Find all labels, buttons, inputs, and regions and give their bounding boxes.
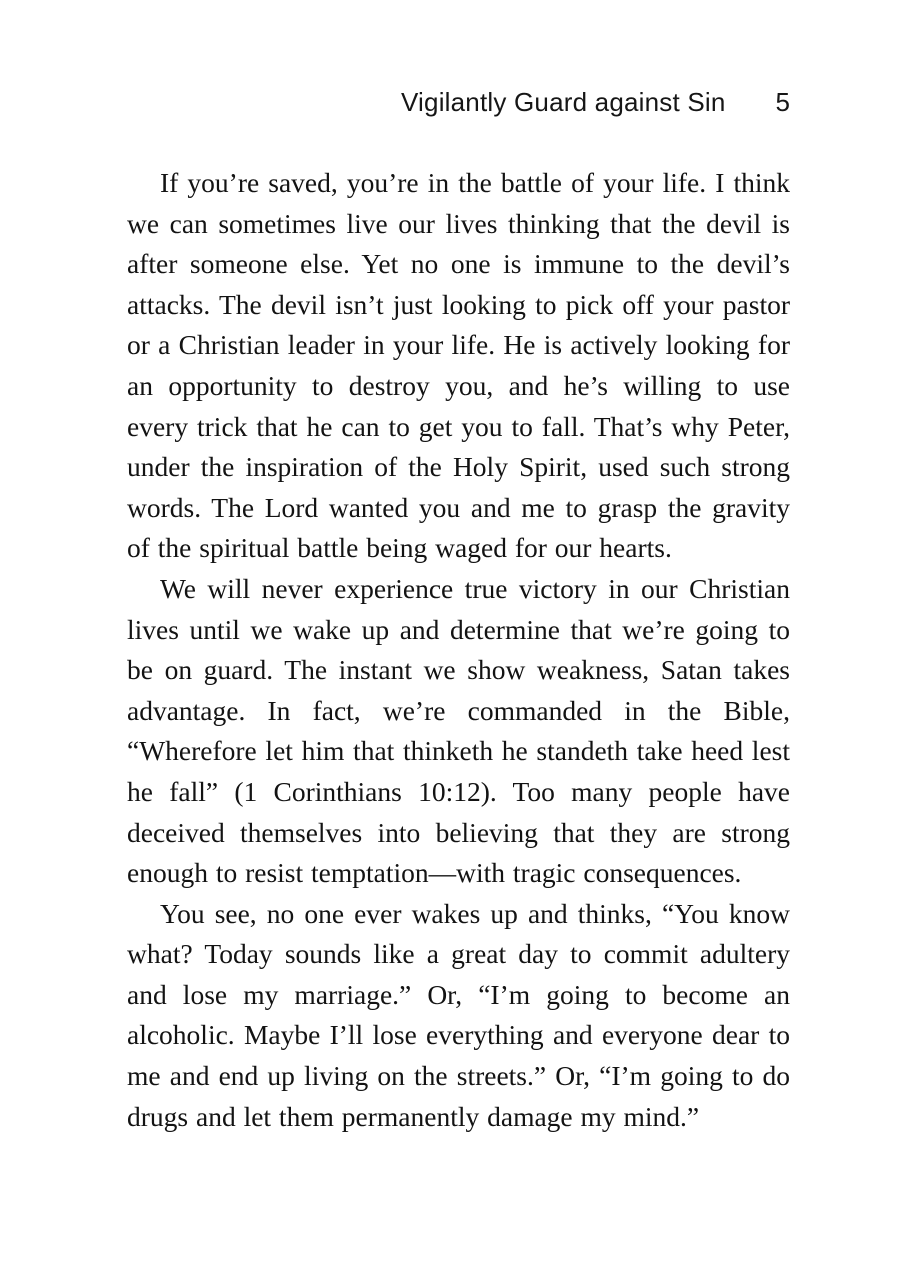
paragraph: We will never experience true victory in our Christian lives until we wake up and determine that we’re going to be on guard. The instant we show weakness, Satan takes advantage. In fact, we’re commanded in the Bible, “Wherefore let him that thinketh he standeth take heed lest he fall” (1 Corinthians 10:12). Too many people have deceived themselves into believing that they are strong enough to resist temptation—with tragic consequences.: [127, 572, 790, 889]
paragraph: You see, no one ever wakes up and thinks, “You know what? Today sounds like a great day to commit adultery and lose my marriage.” Or, “I’m going to become an alcoholic. Maybe I’ll lose everything and everyone dear to me and end up living on the streets.” Or, “I’m going to do drugs and let them permanently damage my mind.”: [127, 897, 790, 1132]
body-text: [127, 163, 790, 1137]
running-head-title: Vigilantly Guard against Sin: [400, 87, 726, 117]
paragraph: If you’re saved, you’re in the battle of your life. I think we can sometimes live our lives thinking that the devil is after someone else. Yet no one is immune to the devil’s attacks. The devil isn’t just looking to pick off your pastor or a Christian leader in your life. He is actively looking for an opportunity to destroy you, and he’s willing to use every trick that he can to get you to fall. That’s why Peter, under the inspiration of the Holy Spirit, used such strong words. The Lord wanted you and me to grasp the gravity of the spiritual battle being waged for our hearts.: [127, 167, 790, 564]
page-header: [127, 88, 790, 116]
page-number: 5: [775, 87, 790, 117]
